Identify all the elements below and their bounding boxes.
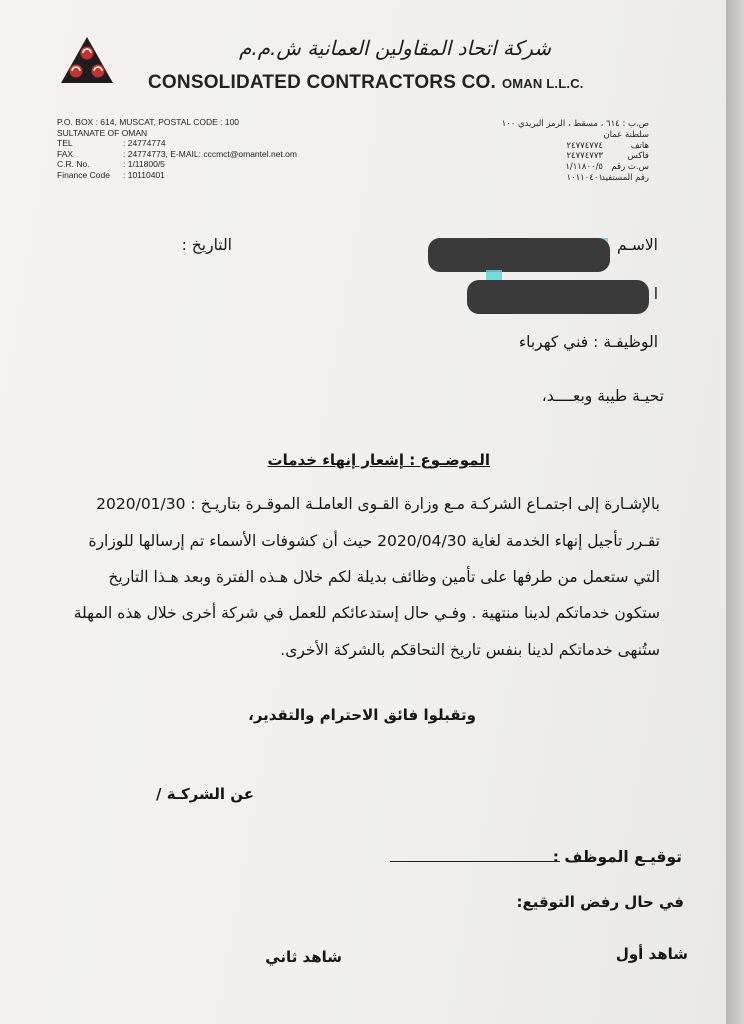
body-line-2: تقـرر تأجيل إنهاء الخدمة لغاية 2020/04/30 حيث أن كشوفات الأسماء تم إرسالها للوزارة	[88, 532, 660, 550]
address-en-line2: SULTANATE OF OMAN	[57, 127, 148, 138]
address-en-cr	[57, 159, 297, 170]
greeting: تحيـة طيبة وبعــــد،	[541, 387, 664, 405]
witness-second: شاهد ثاني	[265, 948, 342, 966]
body-line-3: التي ستعمل من طرفها على تأمين وظائف بديلة لكم خلال هـذه الفترة وبعد هـذا التاريخ	[108, 568, 660, 586]
finance-value: : 10110401	[123, 169, 165, 180]
tel-label: TEL	[57, 138, 73, 149]
employee-signature-label: توقيـع الموظف :	[552, 848, 682, 866]
job-field: الوظيفـة : فني كهرباء	[518, 333, 658, 351]
address-ar-line2: سلطنة عمان	[603, 129, 649, 140]
company-name-latin-main: CONSOLIDATED CONTRACTORS CO.	[148, 72, 496, 93]
redacted-name	[428, 238, 610, 272]
address-en-fax	[57, 149, 297, 160]
page-edge-shadow	[726, 0, 744, 1024]
company-logo-icon	[59, 35, 115, 85]
address-en-line1: P.O. BOX : 614, MUSCAT, POSTAL CODE : 100	[57, 117, 240, 127]
body-line-5: ستُنهى خدماتكم لدينا بنفس تاريخ التحاقكم بالشركة الأخرى.	[280, 641, 660, 659]
redacted-field	[467, 280, 649, 314]
address-en-finance	[57, 170, 297, 181]
fax-value: : 24774773, E-MAIL: cccmct@omantel.net.om	[123, 148, 297, 159]
cr-value-ar: ١/١١٨٠٠/٥	[565, 162, 603, 173]
address-ar-cr	[439, 162, 649, 173]
body-line-4: ستكون خدماتكم لدينا منتهية . وفـي حال إستدعائكم للعمل في شركة أخرى خلال هذه المهلة	[73, 604, 660, 622]
tel-value-ar: ٢٤٧٧٤٧٧٤	[566, 140, 603, 151]
signature-blank-line	[390, 861, 560, 862]
subject-line: الموضـوع : إشعار إنهاء خدمات	[267, 451, 490, 469]
refusal-case-label: في حال رفض التوقيع:	[516, 893, 684, 911]
date-label: التاريخ :	[181, 236, 232, 254]
fax-value-ar: ٢٤٧٧٤٧٧٣	[566, 151, 603, 162]
company-name-latin	[148, 72, 584, 94]
company-name-latin-suffix: OMAN L.L.C.	[501, 76, 584, 91]
closing-line: وتقبلوا فائق الاحترام والتقدير،	[248, 706, 476, 724]
cr-label: C.R. No.	[57, 159, 90, 170]
name-label: الاسـم	[617, 236, 658, 254]
address-ar-fax	[439, 151, 649, 162]
scan-artifact	[486, 270, 502, 280]
cr-label-ar: س.ت رقم	[611, 162, 649, 173]
witness-first: شاهد أول	[615, 945, 688, 963]
finance-label: Finance Code	[57, 169, 110, 180]
from-company: عن الشركـة /	[156, 785, 254, 803]
company-name-arabic: شركة اتحاد المقاولين العمانية ش.م.م	[238, 36, 552, 60]
fax-label: FAX	[57, 148, 74, 159]
address-ar-finance	[439, 173, 649, 184]
finance-value-ar: ١٠١١٠٤٠١	[566, 172, 603, 183]
finance-label-ar: رقم المستفيد	[601, 172, 649, 183]
address-ar-tel	[439, 141, 649, 152]
tel-label-ar: هاتف	[630, 140, 649, 151]
tel-value: : 24774774	[123, 138, 166, 149]
cr-value: : 1/11800/5	[123, 159, 165, 170]
body-line-1: بالإشـارة إلى اجتمـاع الشركـة مـع وزارة القـوى العاملـة الموقـرة بتاريـخ : 2020/01/30	[96, 495, 660, 513]
address-block-arabic	[439, 119, 649, 184]
fax-label-ar: فاكس	[627, 151, 649, 162]
address-ar-line1: ص.ب : ٦١٤ ، مسقط ، الرمز البريدي ١٠٠	[501, 119, 649, 129]
address-block-english	[57, 117, 297, 181]
redacted-field-label-fragment: ا	[653, 285, 658, 303]
address-en-tel	[57, 138, 297, 149]
